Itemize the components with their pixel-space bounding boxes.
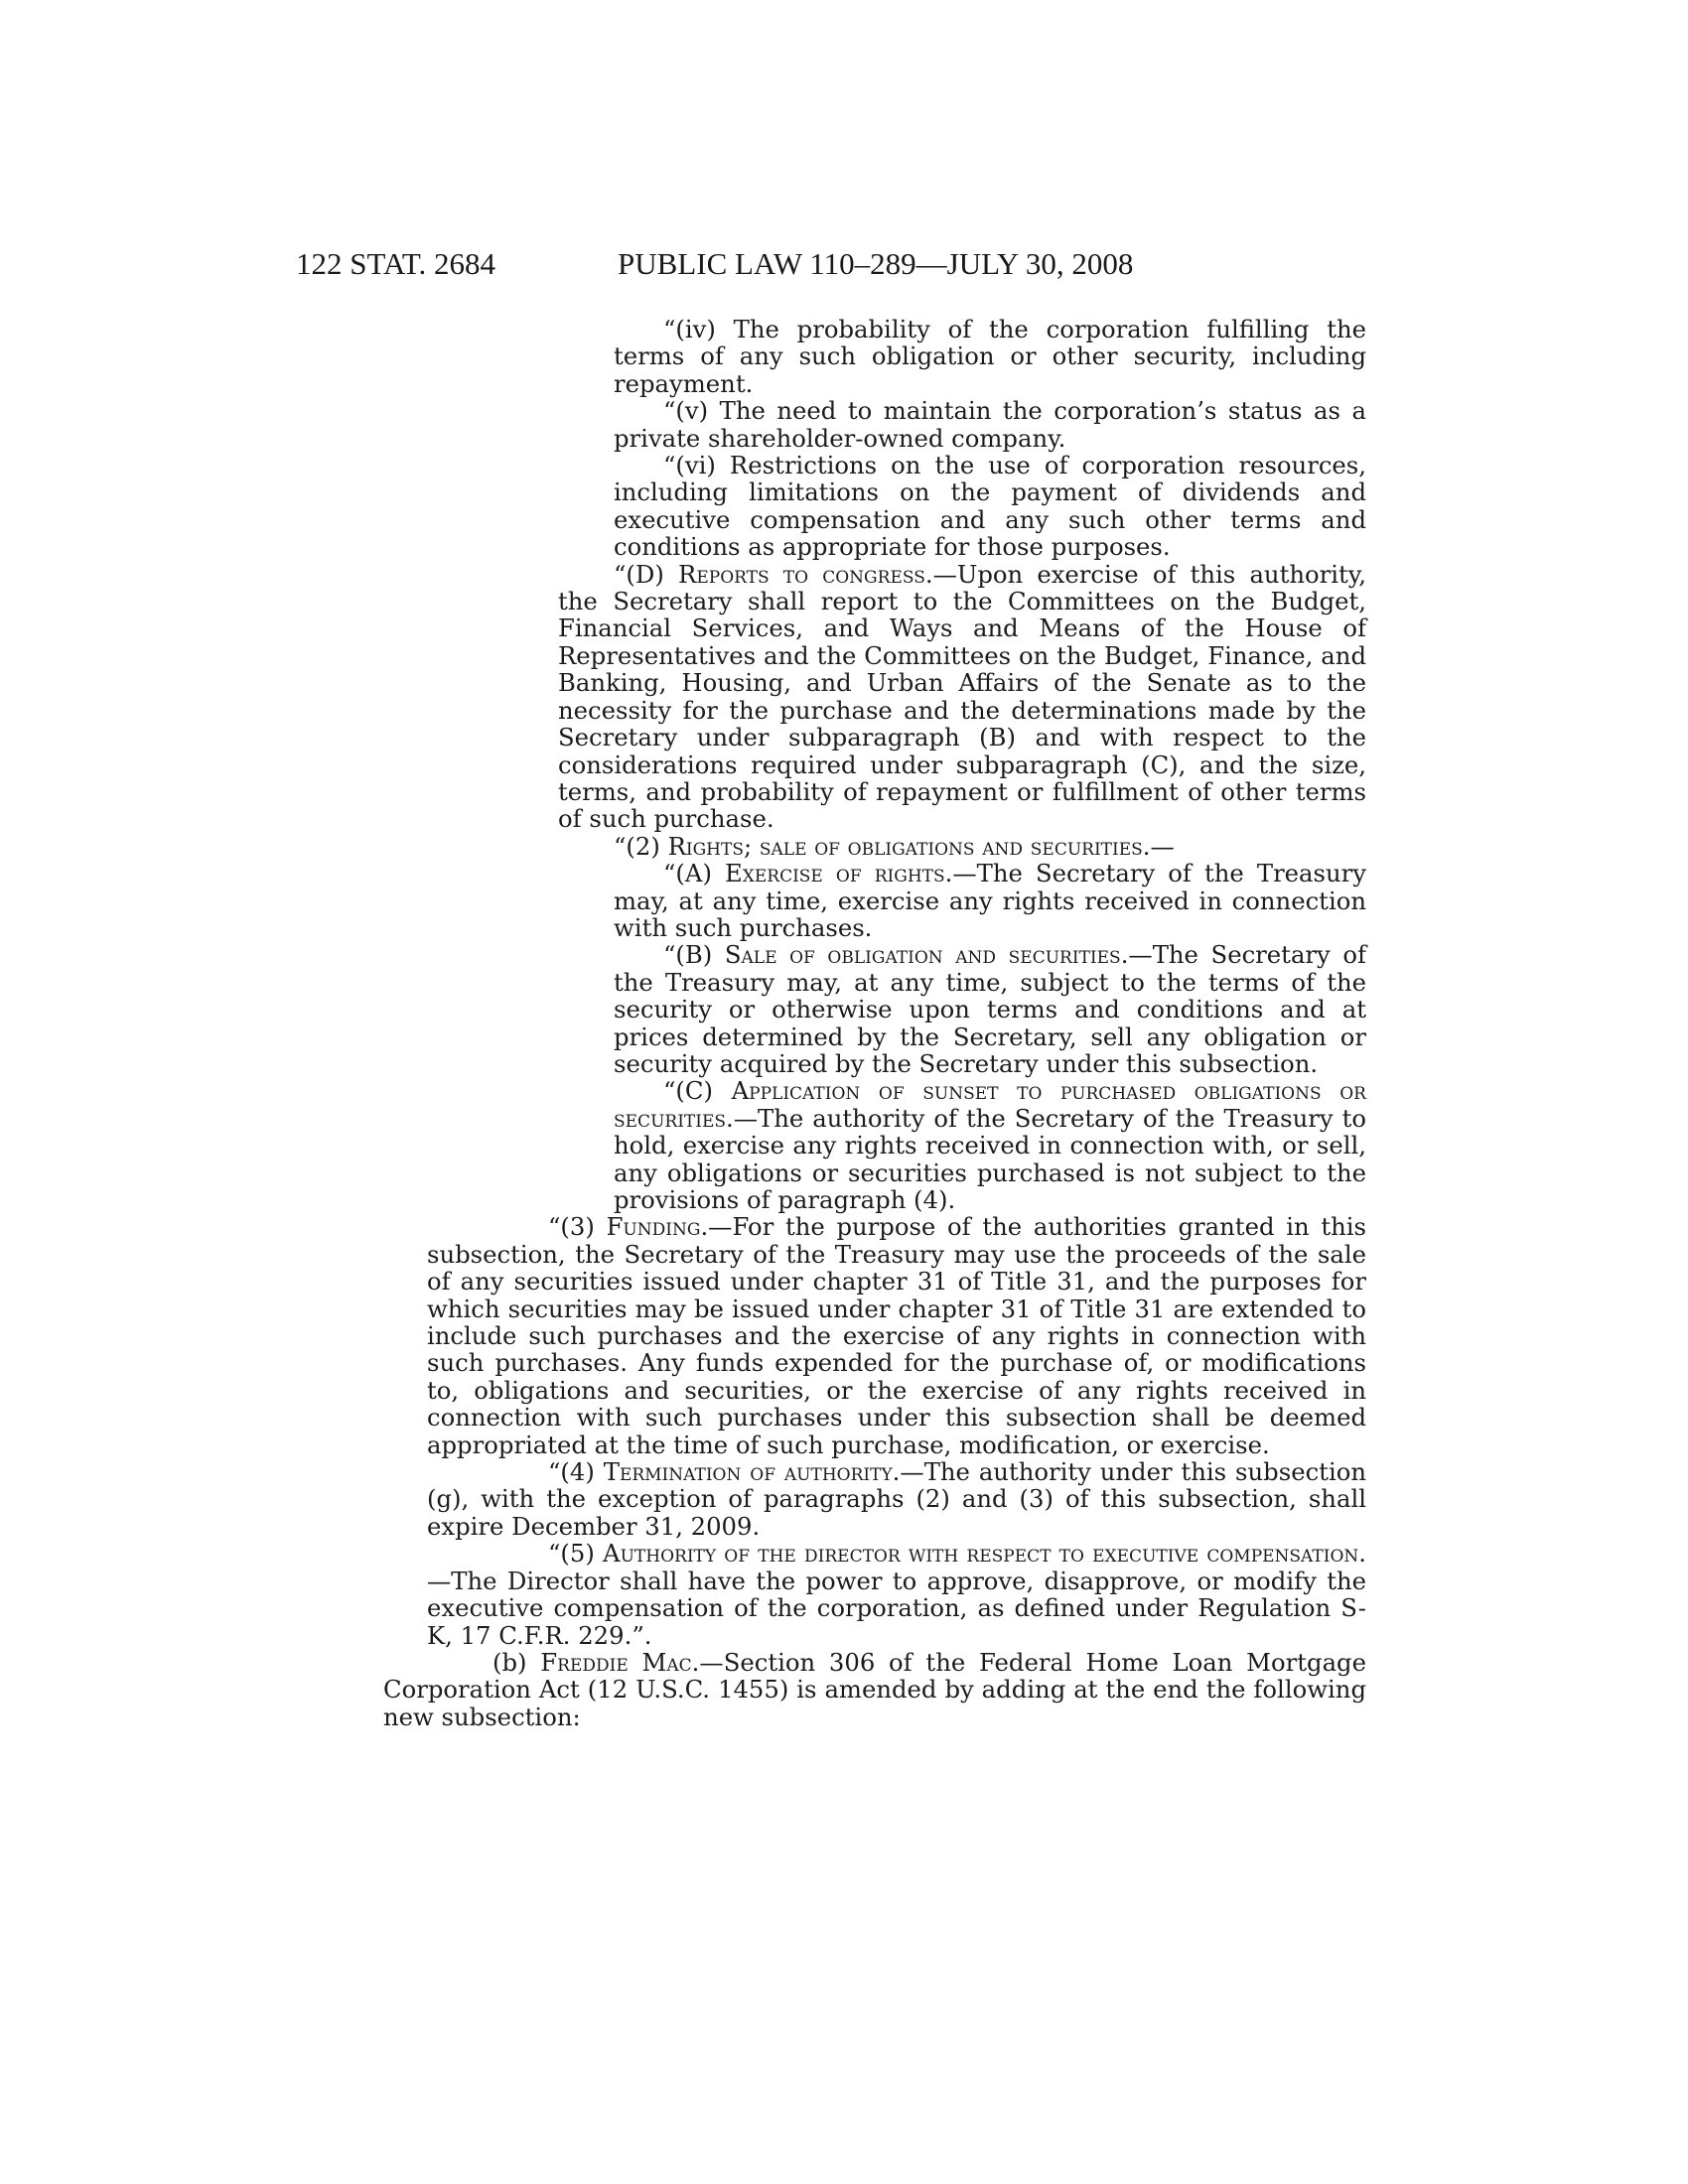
paragraph-3-funding: “(3) Funding.—For the purpose of the authorities granted in this subsection, the Secretary of the Treasury may use the proceeds of the sale of any securities issued under chapter 31 of Title 31, and the purposes for which securities may be issued under chapter 31 of Title 31 are extended to include such purchases and the exercise of any rights in connection with such purchases. Any funds expended for the purchase of, or modifications to, obligations and securities, or the exercise of any rights received in connection with such purchases under this subsection shall be deemed appropriated at the time of such purchase, modification, or exercise.	[427, 1212, 1367, 1459]
subparagraph-2b-sale: “(B) Sale of obligation and securities.—The Secretary of the Treasury may, at any time, subject to the terms of the security or otherwise upon terms and conditions and at prices determined by the Secretary, sell any obligation or security acquired by the Secretary under this subsection.	[614, 940, 1366, 1078]
statute-citation: 122 STAT. 2684	[296, 246, 496, 281]
heading-funding: Funding	[606, 1212, 701, 1242]
heading-application-of-sunset: Application of sunset to purchased obligations or securities	[614, 1076, 1366, 1133]
clause-v: “(v) The need to maintain the corporation’s status as a private shareholder-owned company.	[614, 396, 1366, 453]
heading-termination-of-authority: Termination of authority	[603, 1457, 893, 1487]
paragraph-5-director-authority: “(5) Authority of the director with respect to executive compensation.—The Director shall have the power to approve, disapprove, or modify the executive compensation of the corporation, as defined under Regulation S-K, 17 C.F.R. 229.”.	[427, 1539, 1367, 1650]
heading-reports-to-congress: Reports to congress	[678, 559, 925, 589]
clause-vi: “(vi) Restrictions on the use of corporation resources, including limitations on the payment of dividends and executive compensation and any such other terms and conditions as appropriate for those purposes.	[614, 451, 1366, 562]
subsection-b-freddie-mac: (b) Freddie Mac.—Section 306 of the Federal Home Loan Mortgage Corporation Act (12 U.S.C. 1455) is amended by adding at the end the following new subsection:	[383, 1647, 1366, 1731]
running-head	[0, 246, 1688, 286]
subparagraph-d-reports: “(D) Reports to congress.—Upon exercise of this authority, the Secretary shall report to the Committees on the Budget, Financial Services, and Ways and Means of the House of Representatives and the Committees on the Budget, Finance, and Banking, Housing, and Urban Affairs of the Senate as to the necessity for the purchase and the determinations made by the Secretary under subparagraph (B) and with respect to the considerations required under subparagraph (C), and the size, terms, and probability of repayment or fulfillment of other terms of such purchase.	[558, 559, 1366, 834]
heading-freddie-mac: Freddie Mac	[540, 1647, 692, 1677]
subparagraph-2a-exercise: “(A) Exercise of rights.—The Secretary of the Treasury may, at any time, exercise any rights received in connection with such purchases.	[614, 859, 1367, 942]
paragraph-2-rights: “(2) Rights; sale of obligations and securities.—	[614, 831, 1175, 861]
heading-exercise-of-rights: Exercise of rights	[725, 859, 945, 888]
clause-iv: “(iv) The probability of the corporation fulfilling the terms of any such obligation or other security, including repayment.	[614, 315, 1366, 398]
statute-body	[383, 315, 1367, 1731]
heading-rights-sale: Rights; sale of obligations and securities	[667, 831, 1143, 861]
heading-authority-of-director: Authority of the director with respect to executive compensation	[603, 1539, 1359, 1569]
subparagraph-2c-sunset: “(C) Application of sunset to purchased obligations or securities.—The authority of the Secretary of the Treasury to hold, exercise any rights received in connection with, or sell, any obligations or securities purchased is not subject to the provisions of paragraph (4).	[614, 1076, 1366, 1214]
paragraph-4-termination: “(4) Termination of authority.—The authority under this subsection (g), with the exception of paragraphs (2) and (3) of this subsection, shall expire December 31, 2009.	[427, 1457, 1366, 1541]
public-law-title: PUBLIC LAW 110–289—JULY 30, 2008	[618, 246, 1134, 281]
heading-sale-of-obligation: Sale of obligation and securities	[724, 940, 1121, 970]
